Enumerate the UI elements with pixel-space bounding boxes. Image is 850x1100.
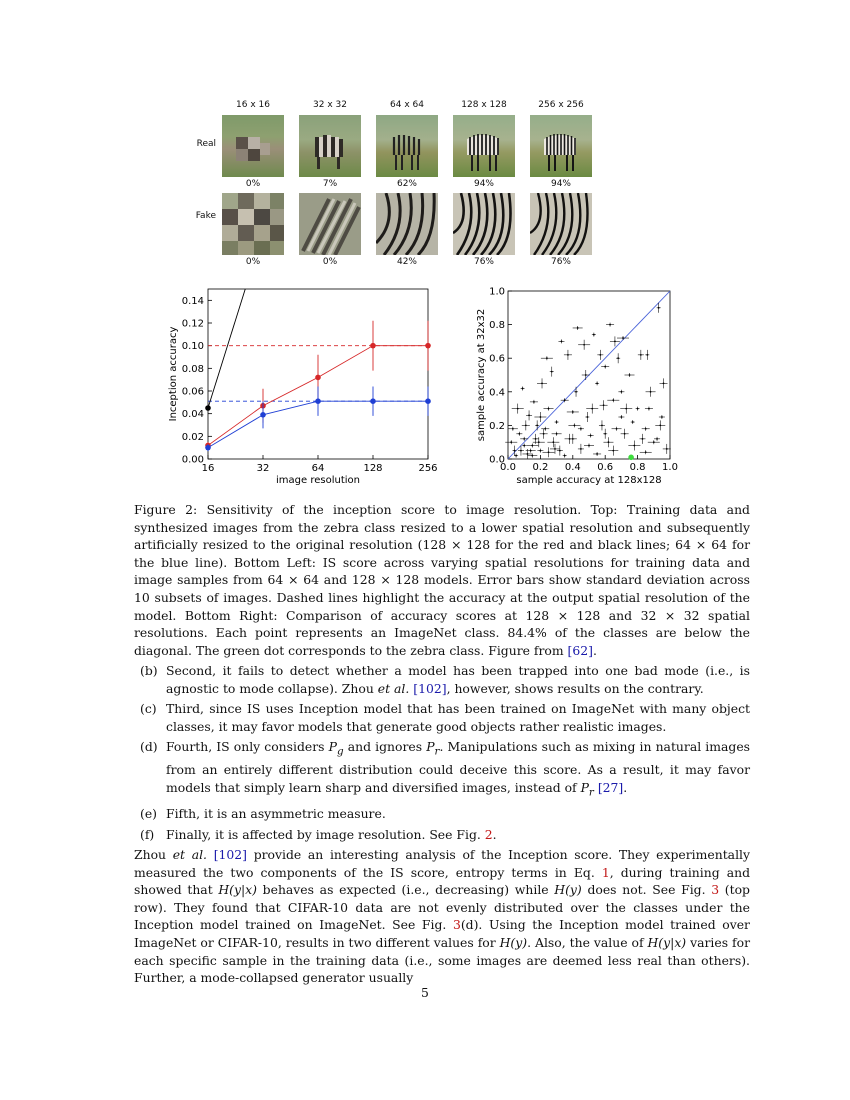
data-point (622, 337, 624, 339)
paragraph-text: varies for each specific sample in the training data (i.e., some images are deemed less real than others). Further, a mode-collapsed generator usually (134, 934, 750, 986)
data-point (518, 433, 520, 435)
math-subscript: r (588, 786, 594, 799)
fake-zebra-image-64 (376, 193, 438, 255)
real-percentage: 0% (245, 179, 261, 189)
list-item-text: Third, since IS uses Inception model that has been trained on ImageNet with many object classes, it may favor models that generate good objects rather realistic images. (166, 701, 750, 734)
real-zebra-image-128 (453, 115, 515, 177)
data-point (370, 343, 376, 349)
citation-link[interactable]: [102] (413, 680, 447, 696)
math-expression: H(y|x) (647, 934, 687, 950)
citation-link[interactable]: [27] (597, 780, 624, 796)
data-point (645, 428, 647, 430)
paragraph-text: . Also, the value of (527, 934, 648, 950)
zebra-thumbnail-icon (530, 115, 592, 177)
x-tick-label: 0.4 (564, 462, 581, 473)
data-point (596, 453, 598, 455)
data-point (646, 354, 648, 356)
caption-text: Sensitivity of the inception score to image resolution. Top: Training data and synthesized images from the zebra class resized to a lower spatial resolution and subsequently artificially resized to the original resolution (128 × 128 for the red and black lines; 64 × 64 for the blue line). Bottom Left: IS score across varying spatial resolutions for training data and image samples from 64 × 64 and 128 × 128 models. Error bars show standard deviation across 10 subsets of images. Dashed lines highlight the accuracy at the output spatial resolution of the model. Bottom Right: Comparison of accuracy scores at 128 × 128 and 32 × 32 spatial resolutions. Each point represents an ImageNet class. 84.4% of the classes are below the diagonal. The green dot corresponds to the zebra class. Figure from (134, 502, 750, 658)
data-point (591, 408, 593, 410)
y-tick-label: 0.4 (489, 387, 505, 399)
list-item-text: , however, shows results on the contrary. (446, 680, 704, 696)
data-point (370, 398, 376, 404)
data-point (535, 438, 537, 440)
data-point (601, 425, 603, 427)
resolution-label: 32 x 32 (313, 100, 347, 110)
data-point (650, 391, 652, 393)
y-tick-label: 0.2 (489, 420, 505, 432)
data-point (561, 341, 563, 343)
caption-text-end: . (592, 642, 597, 658)
data-point (315, 375, 321, 381)
x-axis-label: image resolution (276, 475, 360, 486)
list-item (134, 805, 750, 823)
data-point (551, 371, 553, 373)
data-point (637, 408, 639, 410)
data-point (661, 416, 663, 418)
data-point (544, 428, 546, 430)
list-item-text: Finally, it is affected by image resolution. See Fig. (166, 826, 485, 842)
x-tick-label: 0.8 (629, 462, 646, 473)
y-tick-label: 0.08 (181, 363, 204, 375)
real-zebra-image-16 (222, 115, 284, 177)
data-point (536, 425, 538, 427)
data-point (514, 450, 516, 452)
paragraph-text: , during training and showed that (134, 864, 751, 898)
math-subscript: r (434, 745, 440, 758)
x-tick-label: 0.2 (532, 462, 549, 473)
data-point (523, 438, 525, 440)
list-item-label: (e) (140, 806, 158, 822)
data-point (527, 453, 529, 455)
fake-zebra-image-32 (299, 193, 361, 255)
data-point (604, 366, 606, 368)
data-point (531, 455, 533, 457)
data-point (525, 425, 527, 427)
row-label-fake: Fake (195, 211, 216, 221)
list-item-text: Second, it fails to detect whether a model has been trapped into one bad mode (i.e., is agnostic to mode collapse). Zhou (166, 663, 750, 696)
fake-percentage: 0% (245, 257, 261, 267)
data-point (586, 416, 588, 418)
figure-link[interactable]: 3 (452, 917, 461, 933)
resolution-label: 64 x 64 (390, 100, 424, 110)
x-tick-label: 128 (363, 463, 383, 474)
data-point (616, 428, 618, 430)
data-point (556, 421, 558, 423)
data-point (575, 391, 577, 393)
paragraph-text: does not. See Fig. (581, 882, 712, 898)
figure-caption (134, 501, 750, 659)
data-point (517, 408, 519, 410)
data-point (425, 398, 431, 404)
data-point (645, 451, 647, 453)
resolution-label: 256 x 256 (538, 100, 584, 110)
list-item-text: . Manipulations such as mixing in natural images from an entirely different distribution could deceive this score. As a result, it may favor models that simply learn sharp and diversified images, instead of (166, 739, 751, 796)
list-item (134, 826, 750, 844)
real-zebra-image-32 (299, 115, 361, 177)
data-point (315, 398, 321, 404)
data-point (663, 383, 665, 385)
list-item-text: . (623, 780, 628, 796)
data-point (621, 416, 623, 418)
list-item (134, 662, 750, 697)
data-point (596, 383, 598, 385)
y-tick-label: 0.6 (489, 353, 505, 365)
list-item-label: (f) (140, 826, 155, 842)
data-point (548, 451, 550, 453)
data-point (604, 433, 606, 435)
data-point (522, 388, 524, 390)
data-point (656, 438, 658, 440)
data-point (572, 411, 574, 413)
list-item-text: Fifth, it is an asymmetric measure. (166, 806, 386, 822)
page-number: 5 (421, 985, 429, 1000)
data-point (260, 412, 266, 418)
drawbacks-list (134, 662, 750, 846)
y-axis-label: Inception accuracy (168, 326, 179, 422)
data-point (624, 433, 626, 435)
data-point (512, 428, 514, 430)
math-subscript: g (336, 745, 344, 758)
figure-image-grid (0, 0, 850, 280)
x-tick-label: 256 (418, 463, 438, 474)
y-tick-label: 0.06 (181, 386, 204, 398)
citation-link[interactable]: [62] (567, 642, 593, 658)
paragraph-text: (top row). They found that CIFAR-10 data are not evenly distributed over the classes under the Inception model trained on ImageNet. See Fig. (134, 882, 750, 933)
x-axis-label: sample accuracy at 128x128 (516, 475, 662, 486)
y-tick-label: 0.12 (181, 318, 204, 330)
y-tick-label: 0.10 (181, 341, 204, 353)
x-tick-label: 16 (201, 463, 215, 474)
y-tick-label: 0.00 (181, 454, 204, 466)
data-point (666, 448, 668, 450)
real-percentage: 94% (550, 179, 571, 189)
data-point (574, 425, 576, 427)
paragraph-text: provide an interesting analysis of the Inception score. They experimentally measured the two components of the IS score, entropy terms in Eq. (134, 847, 750, 880)
y-axis-label: sample accuracy at 32x32 (476, 308, 487, 442)
math-expression: H(y) (499, 934, 528, 950)
data-point (648, 408, 650, 410)
data-point (632, 421, 634, 423)
y-tick-label: 0.0 (489, 454, 505, 466)
paragraph-text: (d). Using the Inception model trained over ImageNet or CIFAR-10, results in two different values for (134, 917, 750, 950)
list-item-text: Fourth, IS only considers (166, 739, 329, 755)
data-point (633, 445, 635, 447)
citation-link[interactable]: [102] (213, 847, 248, 862)
data-point (515, 455, 517, 457)
data-point (621, 391, 623, 393)
fake-zebra-image-128 (453, 193, 515, 255)
data-point (546, 357, 548, 359)
real-percentage: 62% (396, 179, 417, 189)
data-point (564, 399, 566, 401)
striped-sample-icon (453, 193, 515, 255)
fake-percentage: 42% (396, 257, 417, 267)
x-tick-label: 1.0 (662, 462, 678, 473)
data-point (625, 408, 627, 410)
striped-sample-icon (376, 193, 438, 255)
data-point (205, 405, 211, 411)
data-point (593, 334, 595, 336)
data-point (564, 455, 566, 457)
data-point (599, 354, 601, 356)
data-point (609, 324, 611, 326)
real-percentage: 7% (322, 179, 338, 189)
data-point (510, 441, 512, 443)
data-point (552, 441, 554, 443)
fake-zebra-image-256 (530, 193, 592, 255)
figure-link[interactable]: 2 (484, 826, 493, 842)
data-point (548, 408, 550, 410)
zebra-thumbnail-icon (376, 115, 438, 177)
sample-accuracy-scatter (470, 283, 710, 493)
paragraph-text (207, 847, 214, 862)
list-item (134, 738, 750, 802)
resolution-label: 16 x 16 (236, 100, 270, 110)
data-point (580, 428, 582, 430)
data-point (629, 374, 631, 376)
data-point (567, 354, 569, 356)
list-item-label: (b) (140, 663, 158, 678)
data-point (205, 445, 211, 451)
data-point (577, 327, 579, 329)
data-point (617, 357, 619, 359)
list-item-text: . (492, 826, 497, 842)
resolution-label: 128 x 128 (461, 100, 507, 110)
data-point (614, 341, 616, 343)
data-point (523, 445, 525, 447)
striped-sample-icon (530, 193, 592, 255)
data-point (583, 344, 585, 346)
paragraph-text: Zhou (134, 847, 173, 862)
data-point (543, 433, 545, 435)
paragraph-text: behaves as expected (i.e., decreasing) while (257, 882, 555, 898)
y-tick-label: 0.14 (181, 295, 204, 307)
data-point (642, 438, 644, 440)
data-point (531, 445, 533, 447)
x-tick-label: 0.6 (597, 462, 614, 473)
blurry-sample-icon (299, 193, 361, 255)
zebra-thumbnail-icon (299, 115, 361, 177)
equation-link[interactable]: 1 (601, 864, 610, 880)
row-label-real: Real (196, 139, 216, 149)
data-point (572, 438, 574, 440)
y-tick-label: 0.04 (181, 409, 204, 421)
data-point (540, 416, 542, 418)
data-point (556, 433, 558, 435)
data-point (608, 441, 610, 443)
data-point (640, 354, 642, 356)
inception-accuracy-chart (165, 283, 445, 493)
data-point (520, 450, 522, 452)
data-point (554, 448, 556, 450)
data-point (541, 383, 543, 385)
data-point (425, 343, 431, 349)
data-point (528, 414, 530, 416)
x-tick-label: 0.0 (500, 462, 516, 473)
real-zebra-image-64 (376, 115, 438, 177)
x-tick-label: 32 (256, 463, 270, 474)
caption-label: Figure 2: (134, 502, 198, 517)
y-tick-label: 1.0 (489, 286, 505, 298)
y-tick-label: 0.02 (181, 431, 204, 443)
list-item (134, 700, 750, 735)
math-symbol: P (328, 739, 337, 755)
real-zebra-image-256 (530, 115, 592, 177)
math-expression: H(y|x) (218, 882, 257, 898)
data-point (540, 450, 542, 452)
emphasis-text: et al. (377, 680, 410, 696)
fake-percentage: 0% (322, 257, 338, 267)
data-point (559, 450, 561, 452)
data-point (588, 445, 590, 447)
data-point (533, 401, 535, 403)
math-expression: H(y) (554, 882, 582, 898)
data-point (659, 425, 661, 427)
math-symbol: P (580, 780, 589, 796)
list-item-label: (c) (140, 701, 157, 717)
list-item-label: (d) (140, 739, 158, 755)
data-point (612, 399, 614, 401)
data-point (658, 307, 660, 309)
real-percentage: 94% (473, 179, 494, 189)
math-symbol: P (426, 739, 435, 755)
data-point (580, 448, 582, 450)
emphasis-text: et al. (172, 847, 207, 862)
data-point (590, 435, 592, 437)
fake-percentage: 76% (550, 257, 571, 267)
data-point (612, 450, 614, 452)
data-point (653, 441, 655, 443)
fake-zebra-image-16 (222, 193, 284, 255)
data-point (585, 374, 587, 376)
zebra-class-point (628, 455, 634, 461)
x-tick-label: 64 (311, 463, 325, 474)
fake-percentage: 76% (473, 257, 494, 267)
data-point (530, 450, 532, 452)
data-point (603, 404, 605, 406)
figure-link[interactable]: 3 (711, 882, 720, 898)
data-point (538, 441, 540, 443)
pixelated-sample-icon (222, 193, 284, 255)
list-item-text: and ignores (343, 739, 427, 755)
zebra-thumbnail-icon (222, 115, 284, 177)
zebra-thumbnail-icon (453, 115, 515, 177)
body-paragraph (134, 846, 750, 987)
y-tick-label: 0.8 (489, 320, 505, 332)
